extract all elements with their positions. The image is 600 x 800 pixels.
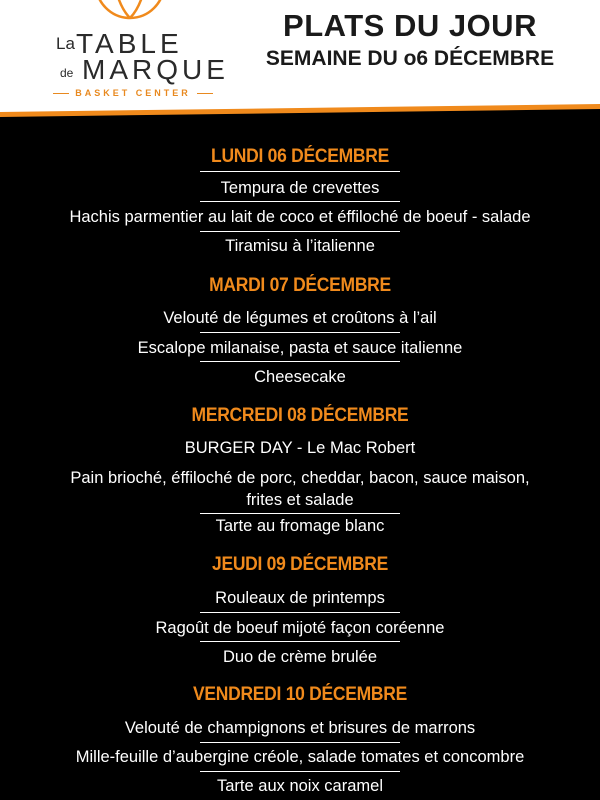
dish-item: Tarte aux noix caramel [217, 777, 383, 795]
header [0, 0, 600, 140]
dish-item: Tarte au fromage blanc [215, 517, 385, 535]
day-heading-monday: LUNDI 06 DÉCEMBRE [211, 146, 389, 167]
separator [200, 231, 400, 232]
separator [200, 641, 400, 642]
day-heading-wednesday: MERCREDI 08 DÉCEMBRE [191, 405, 409, 426]
dish-item: frites et salade [246, 491, 354, 509]
logo-line-left [53, 93, 69, 94]
logo-subtitle-row [50, 86, 216, 100]
dish-item: Velouté de champignons et brisures de marrons [124, 719, 476, 737]
dish-item: Tiramisu à l’italienne [225, 237, 375, 255]
basketball-icon [90, 0, 170, 24]
separator [200, 513, 400, 514]
dish-item: Cheesecake [254, 368, 346, 386]
day-heading-thursday: JEUDI 09 DÉCEMBRE [211, 554, 388, 575]
separator [200, 171, 400, 172]
separator [200, 201, 400, 202]
dish-item: Pain brioché, éffiloché de porc, cheddar, bacon, sauce maison, [70, 469, 530, 487]
logo-la: La [56, 34, 75, 53]
separator [200, 332, 400, 333]
logo-line-right [197, 93, 213, 94]
dish-item: Ragoût de boeuf mijoté façon coréenne [155, 619, 445, 637]
dish-item: Mille-feuille d’aubergine créole, salade tomates et concombre [75, 748, 525, 766]
day-heading-friday: VENDREDI 10 DÉCEMBRE [192, 684, 407, 705]
logo-marque: MARQUE [82, 54, 229, 85]
separator [200, 612, 400, 613]
dish-item: BURGER DAY - Le Mac Robert [184, 439, 416, 457]
dish-item: Velouté de légumes et croûtons à l’ail [163, 309, 437, 327]
dish-item: Rouleaux de printemps [215, 589, 385, 607]
day-heading-tuesday: MARDI 07 DÉCEMBRE [209, 275, 391, 296]
separator [200, 361, 400, 362]
dish-item: Hachis parmentier au lait de coco et éffiloché de boeuf - salade [69, 208, 531, 226]
logo-de: de [60, 66, 74, 80]
menu [0, 142, 600, 800]
logo [40, 0, 240, 110]
separator [200, 771, 400, 772]
title-block [240, 8, 580, 74]
dish-item: Duo de crème brulée [222, 648, 378, 666]
logo-subtitle: BASKET CENTER [75, 88, 191, 98]
separator [200, 742, 400, 743]
page-subtitle: SEMAINE DU o6 DÉCEMBRE [265, 47, 555, 70]
dish-item: Tempura de crevettes [220, 179, 380, 197]
dish-item: Escalope milanaise, pasta et sauce italienne [137, 339, 463, 357]
page-title: PLATS DU JOUR [283, 8, 537, 43]
logo-table: TABLE [76, 28, 183, 59]
